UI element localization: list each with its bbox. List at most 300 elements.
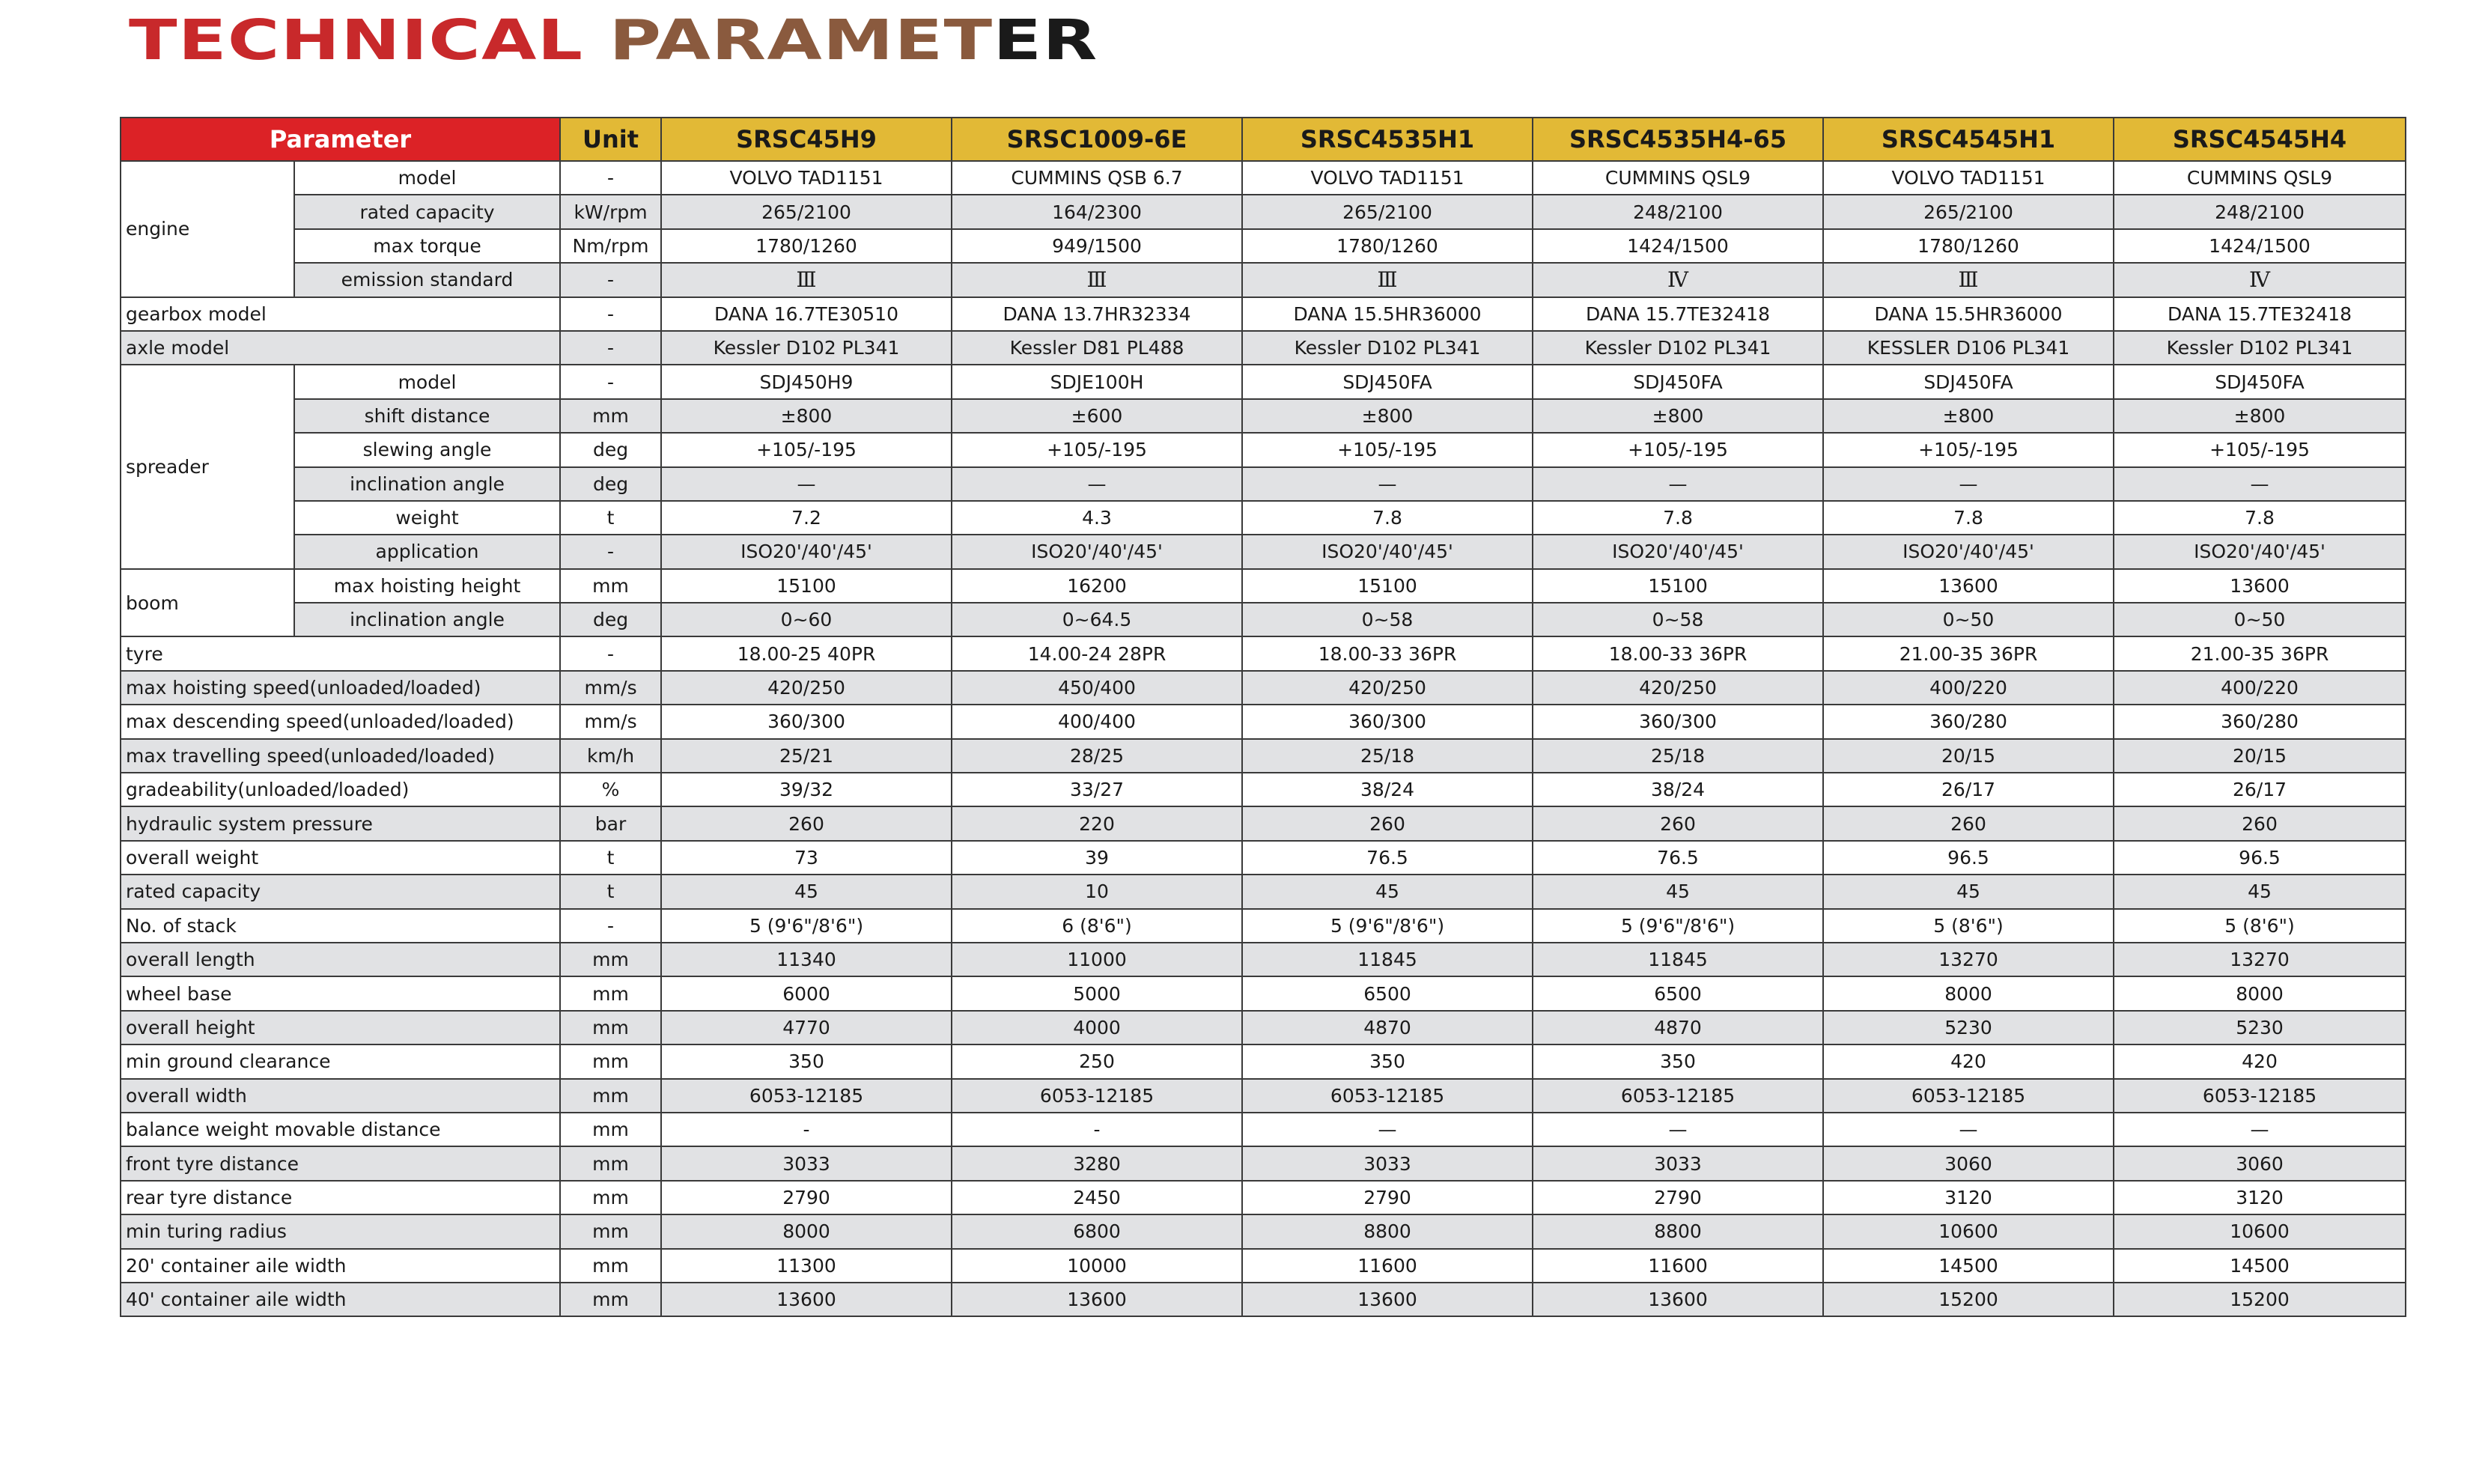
value-cell: CUMMINS QSL9 <box>2114 161 2406 195</box>
unit-cell: % <box>560 773 661 806</box>
value-cell: Kessler D102 PL341 <box>1242 331 1533 365</box>
value-cell: 400/220 <box>2114 671 2406 705</box>
value-cell: ISO20'/40'/45' <box>2114 535 2406 568</box>
value-cell: 260 <box>1533 806 1823 840</box>
table-row <box>121 1283 2406 1316</box>
value-cell: SDJE100H <box>952 365 1242 398</box>
value-cell: SDJ450FA <box>2114 365 2406 398</box>
unit-cell: mm <box>560 569 661 603</box>
value-cell: ±800 <box>1533 399 1823 433</box>
value-cell: ±800 <box>661 399 952 433</box>
title-word-paramet: PARAMET <box>609 8 994 73</box>
value-cell: 7.8 <box>1823 501 2114 535</box>
value-cell: 6053-12185 <box>1823 1079 2114 1113</box>
value-cell: 10600 <box>2114 1214 2406 1248</box>
value-cell: 420/250 <box>661 671 952 705</box>
parameter-label: slewing angle <box>294 433 560 466</box>
unit-cell: - <box>560 636 661 670</box>
value-cell: 13600 <box>952 1283 1242 1316</box>
value-cell: SDJ450FA <box>1533 365 1823 398</box>
value-cell: 4000 <box>952 1011 1242 1044</box>
value-cell: 11300 <box>661 1249 952 1283</box>
value-cell: Kessler D102 PL341 <box>1533 331 1823 365</box>
value-cell: 6053-12185 <box>952 1079 1242 1113</box>
table-row <box>121 263 2406 297</box>
parameter-label: hydraulic system pressure <box>121 806 560 840</box>
value-cell: 5230 <box>2114 1011 2406 1044</box>
value-cell: 11600 <box>1533 1249 1823 1283</box>
table-row <box>121 399 2406 433</box>
value-cell: DANA 15.5HR36000 <box>1823 297 2114 331</box>
value-cell: 15100 <box>661 569 952 603</box>
value-cell: 7.2 <box>661 501 952 535</box>
value-cell: 260 <box>1242 806 1533 840</box>
parameter-label: max hoisting height <box>294 569 560 603</box>
value-cell: — <box>661 467 952 501</box>
parameter-label: axle model <box>121 331 560 365</box>
table-row <box>121 875 2406 908</box>
table-row <box>121 1113 2406 1146</box>
value-cell: 3060 <box>2114 1146 2406 1180</box>
table-row <box>121 1249 2406 1283</box>
unit-cell: t <box>560 841 661 875</box>
parameter-label: balance weight movable distance <box>121 1113 560 1146</box>
value-cell: 45 <box>1533 875 1823 908</box>
table-row <box>121 1181 2406 1214</box>
table-row <box>121 705 2406 738</box>
title-word-er: ER <box>993 8 1098 73</box>
value-cell: 5 (9'6"/8'6") <box>1242 909 1533 943</box>
table-row <box>121 841 2406 875</box>
value-cell: +105/-195 <box>1533 433 1823 466</box>
value-cell: 6000 <box>661 976 952 1010</box>
parameter-label: max descending speed(unloaded/loaded) <box>121 705 560 738</box>
value-cell: 4870 <box>1533 1011 1823 1044</box>
value-cell: 5 (9'6"/8'6") <box>1533 909 1823 943</box>
value-cell: 14500 <box>1823 1249 2114 1283</box>
value-cell: +105/-195 <box>2114 433 2406 466</box>
unit-cell: - <box>560 297 661 331</box>
value-cell: 21.00-35 36PR <box>1823 636 2114 670</box>
value-cell: 0~64.5 <box>952 603 1242 636</box>
value-cell: 15100 <box>1533 569 1823 603</box>
value-cell: 26/17 <box>2114 773 2406 806</box>
table-row <box>121 331 2406 365</box>
value-cell: VOLVO TAD1151 <box>661 161 952 195</box>
value-cell: ISO20'/40'/45' <box>1533 535 1823 568</box>
unit-cell: mm <box>560 1146 661 1180</box>
value-cell: 3060 <box>1823 1146 2114 1180</box>
value-cell: 949/1500 <box>952 229 1242 263</box>
header-model: SRSC4545H4 <box>2114 118 2406 161</box>
value-cell: +105/-195 <box>1823 433 2114 466</box>
value-cell: 16200 <box>952 569 1242 603</box>
unit-cell: mm <box>560 1249 661 1283</box>
value-cell: 3120 <box>1823 1181 2114 1214</box>
value-cell: 45 <box>1823 875 2114 908</box>
value-cell: DANA 15.7TE32418 <box>1533 297 1823 331</box>
header-model: SRSC1009-6E <box>952 118 1242 161</box>
value-cell: 7.8 <box>1533 501 1823 535</box>
unit-cell: deg <box>560 603 661 636</box>
value-cell: ±800 <box>1242 399 1533 433</box>
value-cell: 4870 <box>1242 1011 1533 1044</box>
value-cell: 11845 <box>1533 943 1823 976</box>
value-cell: 39/32 <box>661 773 952 806</box>
value-cell: 8800 <box>1533 1214 1823 1248</box>
value-cell: 13270 <box>1823 943 2114 976</box>
value-cell: VOLVO TAD1151 <box>1823 161 2114 195</box>
unit-cell: mm/s <box>560 705 661 738</box>
table-row <box>121 1146 2406 1180</box>
table-row <box>121 739 2406 773</box>
value-cell: 420 <box>1823 1044 2114 1078</box>
value-cell: DANA 15.7TE32418 <box>2114 297 2406 331</box>
value-cell: 33/27 <box>952 773 1242 806</box>
value-cell: 248/2100 <box>1533 195 1823 228</box>
value-cell: ±600 <box>952 399 1242 433</box>
value-cell: 6500 <box>1242 976 1533 1010</box>
table-row <box>121 467 2406 501</box>
parameter-label: No. of stack <box>121 909 560 943</box>
value-cell: 13600 <box>1823 569 2114 603</box>
header-model: SRSC4535H1 <box>1242 118 1533 161</box>
unit-cell: km/h <box>560 739 661 773</box>
value-cell: 8000 <box>661 1214 952 1248</box>
value-cell: 45 <box>2114 875 2406 908</box>
value-cell: 6053-12185 <box>2114 1079 2406 1113</box>
value-cell: 28/25 <box>952 739 1242 773</box>
value-cell: DANA 13.7HR32334 <box>952 297 1242 331</box>
parameter-label: inclination angle <box>294 467 560 501</box>
value-cell: 360/280 <box>2114 705 2406 738</box>
unit-cell: mm <box>560 1113 661 1146</box>
value-cell: 18.00-33 36PR <box>1533 636 1823 670</box>
value-cell: CUMMINS QSB 6.7 <box>952 161 1242 195</box>
table-row <box>121 161 2406 195</box>
value-cell: 6053-12185 <box>661 1079 952 1113</box>
table-row <box>121 535 2406 568</box>
unit-cell: mm <box>560 1181 661 1214</box>
header-parameter: Parameter <box>121 118 560 161</box>
value-cell: — <box>2114 1113 2406 1146</box>
value-cell: 45 <box>661 875 952 908</box>
group-label-boom: boom <box>121 569 294 637</box>
value-cell: 450/400 <box>952 671 1242 705</box>
value-cell: 0~50 <box>1823 603 2114 636</box>
value-cell: 4.3 <box>952 501 1242 535</box>
unit-cell: mm <box>560 1214 661 1248</box>
value-cell: 10000 <box>952 1249 1242 1283</box>
parameter-label: max hoisting speed(unloaded/loaded) <box>121 671 560 705</box>
value-cell: 400/220 <box>1823 671 2114 705</box>
parameter-label: overall weight <box>121 841 560 875</box>
value-cell: VOLVO TAD1151 <box>1242 161 1533 195</box>
value-cell: ±800 <box>1823 399 2114 433</box>
table-row <box>121 569 2406 603</box>
value-cell: — <box>1242 1113 1533 1146</box>
value-cell: Ⅳ <box>2114 263 2406 297</box>
value-cell: 11340 <box>661 943 952 976</box>
table-row <box>121 1011 2406 1044</box>
value-cell: 25/18 <box>1242 739 1533 773</box>
value-cell: 11600 <box>1242 1249 1533 1283</box>
value-cell: 13600 <box>1533 1283 1823 1316</box>
unit-cell: - <box>560 909 661 943</box>
value-cell: 2790 <box>661 1181 952 1214</box>
value-cell: Ⅳ <box>1533 263 1823 297</box>
unit-cell: kW/rpm <box>560 195 661 228</box>
unit-cell: Nm/rpm <box>560 229 661 263</box>
value-cell: — <box>1823 467 2114 501</box>
unit-cell: deg <box>560 433 661 466</box>
value-cell: 265/2100 <box>661 195 952 228</box>
parameter-label: overall height <box>121 1011 560 1044</box>
value-cell: Kessler D102 PL341 <box>661 331 952 365</box>
table-row <box>121 1214 2406 1248</box>
value-cell: 20/15 <box>1823 739 2114 773</box>
value-cell: ISO20'/40'/45' <box>1242 535 1533 568</box>
parameter-label: gearbox model <box>121 297 560 331</box>
value-cell: 10600 <box>1823 1214 2114 1248</box>
value-cell: 76.5 <box>1533 841 1823 875</box>
value-cell: 76.5 <box>1242 841 1533 875</box>
value-cell: 14500 <box>2114 1249 2406 1283</box>
table-row <box>121 1044 2406 1078</box>
value-cell: 8800 <box>1242 1214 1533 1248</box>
value-cell: 1424/1500 <box>2114 229 2406 263</box>
value-cell: 3033 <box>1242 1146 1533 1180</box>
value-cell: 25/21 <box>661 739 952 773</box>
parameter-label: 20' container aile width <box>121 1249 560 1283</box>
title-word-technical: TECHNICAL <box>129 8 584 73</box>
value-cell: 1780/1260 <box>1242 229 1533 263</box>
value-cell: 350 <box>661 1044 952 1078</box>
value-cell: — <box>2114 467 2406 501</box>
value-cell: Kessler D102 PL341 <box>2114 331 2406 365</box>
value-cell: 0~58 <box>1533 603 1823 636</box>
value-cell: 5 (8'6") <box>2114 909 2406 943</box>
value-cell: 420/250 <box>1242 671 1533 705</box>
table-row <box>121 365 2406 398</box>
value-cell: 350 <box>1533 1044 1823 1078</box>
value-cell: 13600 <box>2114 569 2406 603</box>
parameter-label: gradeability(unloaded/loaded) <box>121 773 560 806</box>
value-cell: 3280 <box>952 1146 1242 1180</box>
value-cell: 2450 <box>952 1181 1242 1214</box>
value-cell: — <box>1242 467 1533 501</box>
value-cell: 1780/1260 <box>1823 229 2114 263</box>
value-cell: 6 (8'6") <box>952 909 1242 943</box>
value-cell: SDJ450H9 <box>661 365 952 398</box>
value-cell: 8000 <box>2114 976 2406 1010</box>
value-cell: 20/15 <box>2114 739 2406 773</box>
technical-parameter-table <box>120 117 2406 1317</box>
value-cell: — <box>1533 467 1823 501</box>
table-row <box>121 1079 2406 1113</box>
value-cell: ISO20'/40'/45' <box>1823 535 2114 568</box>
value-cell: 360/280 <box>1823 705 2114 738</box>
value-cell: 0~58 <box>1242 603 1533 636</box>
unit-cell: deg <box>560 467 661 501</box>
unit-cell: bar <box>560 806 661 840</box>
unit-cell: mm <box>560 1011 661 1044</box>
value-cell: 250 <box>952 1044 1242 1078</box>
parameter-label: tyre <box>121 636 560 670</box>
value-cell: 14.00-24 28PR <box>952 636 1242 670</box>
table-row <box>121 909 2406 943</box>
value-cell: 260 <box>2114 806 2406 840</box>
parameter-label: emission standard <box>294 263 560 297</box>
parameter-label: rated capacity <box>294 195 560 228</box>
value-cell: 350 <box>1242 1044 1533 1078</box>
value-cell: 6053-12185 <box>1242 1079 1533 1113</box>
value-cell: 4770 <box>661 1011 952 1044</box>
unit-cell: - <box>560 161 661 195</box>
value-cell: 420 <box>2114 1044 2406 1078</box>
parameter-label: min ground clearance <box>121 1044 560 1078</box>
value-cell: 3033 <box>1533 1146 1823 1180</box>
value-cell: Ⅲ <box>1242 263 1533 297</box>
table-row <box>121 501 2406 535</box>
table-row <box>121 976 2406 1010</box>
header-model: SRSC4535H4-65 <box>1533 118 1823 161</box>
value-cell: 11000 <box>952 943 1242 976</box>
value-cell: 260 <box>661 806 952 840</box>
value-cell: 96.5 <box>1823 841 2114 875</box>
value-cell: 265/2100 <box>1823 195 2114 228</box>
value-cell: 164/2300 <box>952 195 1242 228</box>
group-label-engine: engine <box>121 161 294 297</box>
value-cell: 2790 <box>1242 1181 1533 1214</box>
header-model: SRSC4545H1 <box>1823 118 2114 161</box>
value-cell: 38/24 <box>1242 773 1533 806</box>
table-row <box>121 195 2406 228</box>
value-cell: Ⅲ <box>952 263 1242 297</box>
header-model: SRSC45H9 <box>661 118 952 161</box>
value-cell: - <box>952 1113 1242 1146</box>
value-cell: 38/24 <box>1533 773 1823 806</box>
value-cell: 21.00-35 36PR <box>2114 636 2406 670</box>
value-cell: +105/-195 <box>952 433 1242 466</box>
value-cell: 1424/1500 <box>1533 229 1823 263</box>
value-cell: 0~50 <box>2114 603 2406 636</box>
value-cell: 3033 <box>661 1146 952 1180</box>
unit-cell: mm <box>560 943 661 976</box>
value-cell: +105/-195 <box>1242 433 1533 466</box>
value-cell: ±800 <box>2114 399 2406 433</box>
value-cell: 360/300 <box>661 705 952 738</box>
table-row <box>121 229 2406 263</box>
value-cell: 3120 <box>2114 1181 2406 1214</box>
parameter-label: max travelling speed(unloaded/loaded) <box>121 739 560 773</box>
value-cell: SDJ450FA <box>1242 365 1533 398</box>
value-cell: 11845 <box>1242 943 1533 976</box>
value-cell: 5000 <box>952 976 1242 1010</box>
value-cell: 400/400 <box>952 705 1242 738</box>
value-cell: 7.8 <box>2114 501 2406 535</box>
value-cell: KESSLER D106 PL341 <box>1823 331 2114 365</box>
value-cell: Ⅲ <box>661 263 952 297</box>
parameter-label: inclination angle <box>294 603 560 636</box>
value-cell: 96.5 <box>2114 841 2406 875</box>
parameter-label: model <box>294 161 560 195</box>
parameter-label: front tyre distance <box>121 1146 560 1180</box>
unit-cell: - <box>560 331 661 365</box>
unit-cell: mm/s <box>560 671 661 705</box>
value-cell: 13270 <box>2114 943 2406 976</box>
value-cell: - <box>661 1113 952 1146</box>
value-cell: 15200 <box>1823 1283 2114 1316</box>
value-cell: 15100 <box>1242 569 1533 603</box>
value-cell: 360/300 <box>1242 705 1533 738</box>
value-cell: 73 <box>661 841 952 875</box>
unit-cell: - <box>560 365 661 398</box>
unit-cell: - <box>560 535 661 568</box>
value-cell: Kessler D81 PL488 <box>952 331 1242 365</box>
value-cell: 420/250 <box>1533 671 1823 705</box>
table-row <box>121 636 2406 670</box>
value-cell: 6053-12185 <box>1533 1079 1823 1113</box>
value-cell: ISO20'/40'/45' <box>952 535 1242 568</box>
table-row <box>121 603 2406 636</box>
value-cell: — <box>952 467 1242 501</box>
parameter-label: overall width <box>121 1079 560 1113</box>
value-cell: 2790 <box>1533 1181 1823 1214</box>
value-cell: Ⅲ <box>1823 263 2114 297</box>
unit-cell: mm <box>560 1283 661 1316</box>
value-cell: 45 <box>1242 875 1533 908</box>
value-cell: DANA 15.5HR36000 <box>1242 297 1533 331</box>
value-cell: 5 (8'6") <box>1823 909 2114 943</box>
parameter-label: 40' container aile width <box>121 1283 560 1316</box>
unit-cell: - <box>560 263 661 297</box>
value-cell: 220 <box>952 806 1242 840</box>
value-cell: 5230 <box>1823 1011 2114 1044</box>
value-cell: 0~60 <box>661 603 952 636</box>
value-cell: 26/17 <box>1823 773 2114 806</box>
value-cell: 7.8 <box>1242 501 1533 535</box>
value-cell: CUMMINS QSL9 <box>1533 161 1823 195</box>
unit-cell: mm <box>560 1044 661 1078</box>
parameter-label: application <box>294 535 560 568</box>
parameter-label: wheel base <box>121 976 560 1010</box>
value-cell: 18.00-25 40PR <box>661 636 952 670</box>
value-cell: 18.00-33 36PR <box>1242 636 1533 670</box>
value-cell: 10 <box>952 875 1242 908</box>
table-row <box>121 943 2406 976</box>
value-cell: 25/18 <box>1533 739 1823 773</box>
value-cell: 6500 <box>1533 976 1823 1010</box>
parameter-label: shift distance <box>294 399 560 433</box>
value-cell: 248/2100 <box>2114 195 2406 228</box>
value-cell: 8000 <box>1823 976 2114 1010</box>
parameter-label: rear tyre distance <box>121 1181 560 1214</box>
page-title <box>129 8 1098 73</box>
parameter-label: max torque <box>294 229 560 263</box>
parameter-label: model <box>294 365 560 398</box>
group-label-spreader: spreader <box>121 365 294 568</box>
value-cell: — <box>1533 1113 1823 1146</box>
value-cell: 6800 <box>952 1214 1242 1248</box>
value-cell: 1780/1260 <box>661 229 952 263</box>
table-row <box>121 806 2406 840</box>
value-cell: 39 <box>952 841 1242 875</box>
value-cell: 360/300 <box>1533 705 1823 738</box>
parameter-label: rated capacity <box>121 875 560 908</box>
unit-cell: mm <box>560 1079 661 1113</box>
header-unit: Unit <box>560 118 661 161</box>
